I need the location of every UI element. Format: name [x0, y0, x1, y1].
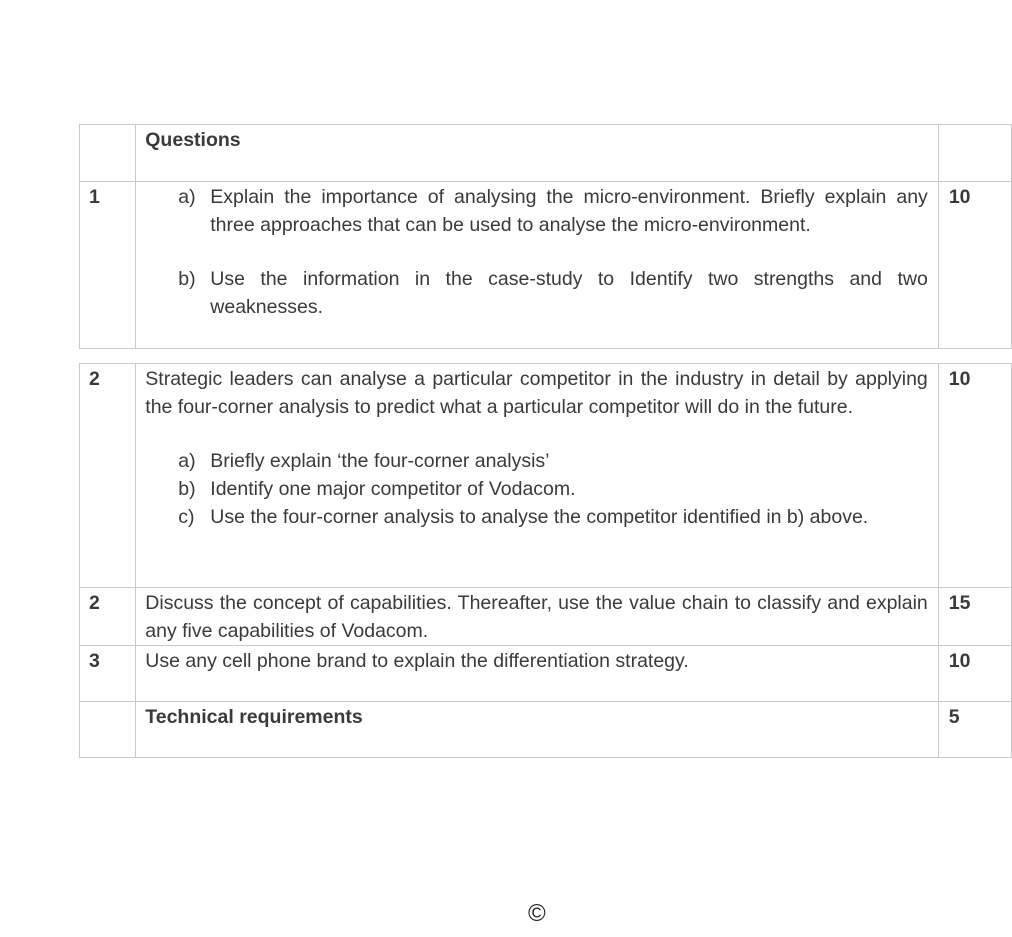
questions-table-2 — [79, 363, 1012, 758]
list-item — [178, 475, 928, 503]
item-text: Explain the importance of analysing the micro-environment. Briefly explain any three approaches that can be used to analyse the micro-environment. — [210, 186, 928, 236]
technical-requirements-title: Technical requirements — [136, 702, 939, 758]
question-mark: 10 — [938, 646, 1011, 702]
questions-table-1 — [79, 124, 1012, 349]
technical-requirements-mark: 5 — [938, 702, 1011, 758]
item-text: Use the four-corner analysis to analyse the competitor identified in b) above. — [210, 506, 869, 528]
list-item — [178, 183, 928, 239]
header-num-cell — [80, 125, 136, 182]
table-row — [80, 182, 1012, 349]
list-item — [178, 265, 928, 321]
table-row — [80, 646, 1012, 702]
item-text: Briefly explain ‘the four-corner analysis’ — [210, 450, 550, 472]
list-item — [178, 447, 928, 475]
question-body — [136, 182, 939, 349]
copyright-symbol: © — [528, 900, 546, 927]
question-number: 2 — [80, 588, 136, 646]
question-mark: 10 — [938, 364, 1011, 588]
question-number: 2 — [80, 364, 136, 588]
list-item — [178, 503, 928, 531]
item-label: b) — [178, 268, 196, 290]
table-row — [80, 588, 1012, 646]
item-label: a) — [178, 450, 196, 472]
header-title-cell: Questions — [136, 125, 939, 182]
question-number: 3 — [80, 646, 136, 702]
table-row — [80, 702, 1012, 758]
item-label: c) — [178, 506, 195, 528]
sub-question-list — [145, 183, 928, 321]
item-text: Use the information in the case-study to Identify two strengths and two weaknesses. — [210, 268, 928, 318]
sub-question-list — [145, 447, 928, 531]
item-text: Identify one major competitor of Vodacom. — [210, 478, 576, 500]
technical-num-cell — [80, 702, 136, 758]
question-body: Use any cell phone brand to explain the differentiation strategy. — [136, 646, 939, 702]
header-mark-cell — [938, 125, 1011, 182]
question-body — [136, 364, 939, 588]
question-mark: 15 — [938, 588, 1011, 646]
item-label: b) — [178, 478, 196, 500]
question-intro: Strategic leaders can analyse a particular competitor in the industry in detail by applying the four-corner analysis to predict what a particular competitor will do in the future. — [145, 368, 928, 418]
question-body: Discuss the concept of capabilities. Thereafter, use the value chain to classify and explain any five capabilities of Vodacom. — [136, 588, 939, 646]
item-label: a) — [178, 186, 196, 208]
question-number: 1 — [80, 182, 136, 349]
question-mark: 10 — [938, 182, 1011, 349]
table-header-row — [80, 125, 1012, 182]
table-row — [80, 364, 1012, 588]
